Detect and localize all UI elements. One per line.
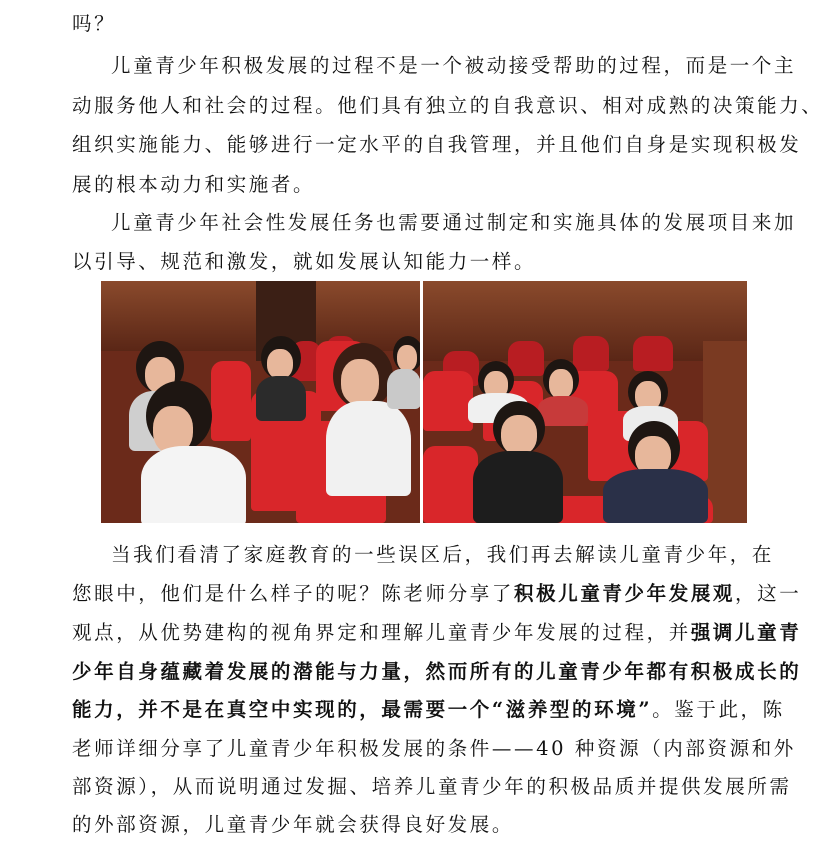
emphasis-text: 强调儿童青 bbox=[690, 621, 802, 644]
text-line bbox=[72, 578, 801, 606]
text-span: 观点，从优势建构的视角界定和理解儿童青少年发展的过程，并 bbox=[72, 621, 691, 644]
text-line: 展的根本动力和实施者。 bbox=[72, 173, 316, 196]
text-line: 的外部资源，儿童青少年就会获得良好发展。 bbox=[72, 813, 515, 836]
text-span: 您眼中，他们是什么样子的呢？陈老师分享了 bbox=[72, 582, 515, 605]
seat bbox=[508, 341, 544, 376]
text-line: 儿童青少年积极发展的过程不是一个被动接受帮助的过程，而是一个主 bbox=[111, 54, 797, 77]
emphasis-text: 能力，并不是在真空中实现的，最需要一个“滋养型的环境” bbox=[72, 698, 653, 721]
seat bbox=[633, 336, 673, 371]
photo-left bbox=[101, 281, 420, 523]
text-span: 。鉴于此，陈 bbox=[652, 698, 785, 721]
text-line: 儿童青少年社会性发展任务也需要通过制定和实施具体的发展项目来加 bbox=[111, 211, 797, 234]
seat bbox=[423, 371, 473, 431]
stair bbox=[703, 341, 747, 523]
photo-right bbox=[423, 281, 747, 523]
text-span: ，这一 bbox=[735, 582, 802, 605]
text-line: 动服务他人和社会的过程。他们具有独立的自我意识、相对成熟的决策能力、 bbox=[72, 94, 824, 117]
text-line: 部资源），从而说明通过发掘、培养儿童青少年的积极品质并提供发展所需 bbox=[72, 775, 792, 798]
text-line: 少年自身蕴藏着发展的潜能与力量，然而所有的儿童青少年都有积极成长的 bbox=[72, 660, 802, 683]
text-line bbox=[72, 617, 801, 645]
seat bbox=[211, 361, 251, 441]
seat bbox=[573, 336, 609, 371]
emphasis-text: 积极儿童青少年发展观 bbox=[514, 582, 736, 605]
text-line: 以引导、规范和激发，就如发展认知能力一样。 bbox=[72, 250, 537, 273]
text-line bbox=[72, 694, 785, 722]
text-line: 当我们看清了家庭教育的一些误区后，我们再去解读儿童青少年，在 bbox=[111, 543, 775, 566]
text-line: 组织实施能力、能够进行一定水平的自我管理，并且他们自身是实现积极发 bbox=[72, 133, 802, 156]
seat bbox=[423, 446, 478, 523]
text-line: 吗？ bbox=[72, 12, 117, 35]
text-line: 老师详细分享了儿童青少年积极发展的条件——40 种资源（内部资源和外 bbox=[72, 737, 796, 760]
